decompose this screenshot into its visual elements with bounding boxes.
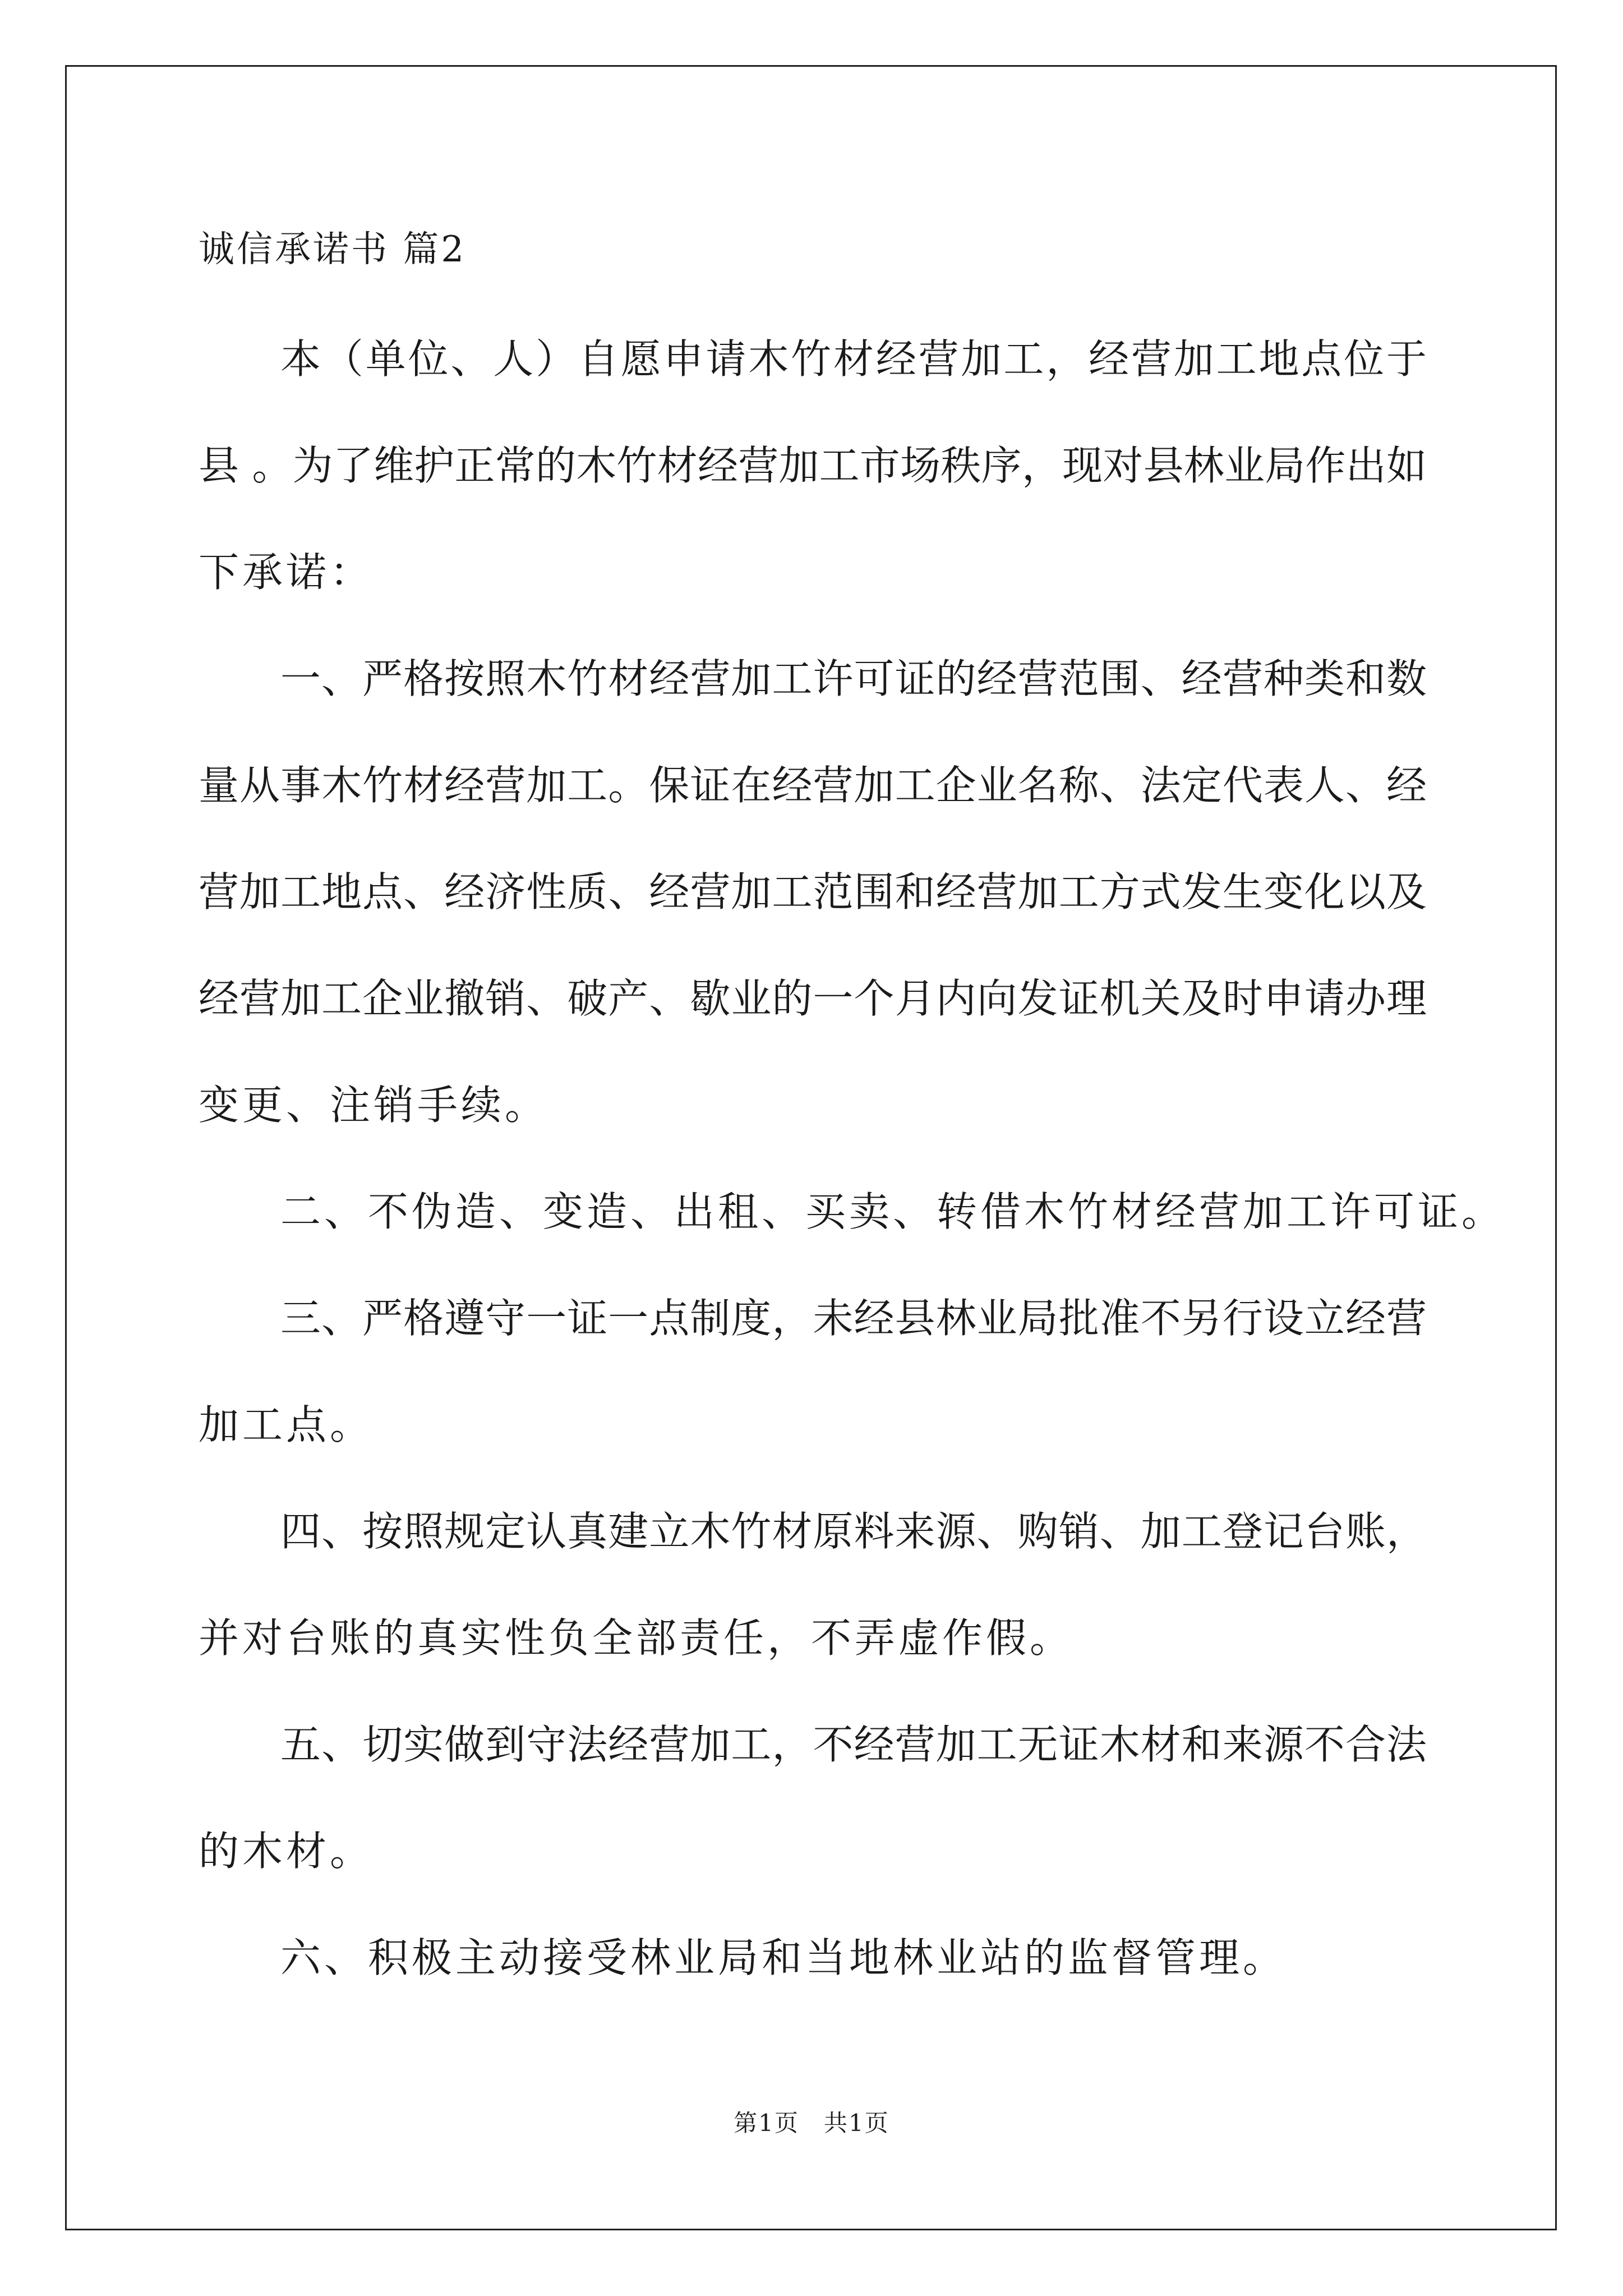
- paragraph-line: 营加工地点、经济性质、经营加工范围和经营加工方式发生变化以及: [199, 868, 1427, 915]
- paragraph-line: 下承诺：: [199, 549, 374, 596]
- paragraph-line: 本（单位、人）自愿申请木竹材经营加工，经营加工地点位于: [280, 335, 1427, 383]
- paragraph-line: 一、严格按照木竹材经营加工许可证的经营范围、经营种类和数: [280, 655, 1427, 702]
- paragraph-line: 县 。为了维护正常的木竹材经营加工市场秩序，现对县林业局作出如: [199, 442, 1427, 489]
- paragraph-line: 量从事木竹材经营加工。保证在经营加工企业名称、法定代表人、经: [199, 762, 1427, 809]
- paragraph-line: 加工点。: [199, 1401, 374, 1448]
- paragraph-line: 六、积极主动接受林业局和当地林业站的监督管理。: [280, 1934, 1287, 1981]
- document-title: 诚信承诺书 篇2: [199, 229, 467, 270]
- paragraph-line: 经营加工企业撤销、破产、歇业的一个月内向发证机关及时申请办理: [199, 975, 1427, 1022]
- paragraph-line: 并对台账的真实性负全部责任，不弄虚作假。: [199, 1614, 1074, 1662]
- paragraph-line: 变更、注销手续。: [199, 1082, 549, 1129]
- paragraph-line: 的木材。: [199, 1828, 374, 1875]
- page-border: [65, 65, 1557, 2230]
- paragraph-line: 五、切实做到守法经营加工，不经营加工无证木材和来源不合法: [280, 1721, 1427, 1768]
- page-number: 第1页 共1页: [734, 2109, 889, 2137]
- paragraph-line: 三、严格遵守一证一点制度，未经县林业局批准不另行设立经营: [280, 1295, 1427, 1342]
- paragraph-line: 二、不伪造、变造、出租、买卖、转借木竹材经营加工许可证。: [280, 1188, 1506, 1235]
- paragraph-line: 四、按照规定认真建立木竹材原料来源、购销、加工登记台账，: [280, 1508, 1427, 1555]
